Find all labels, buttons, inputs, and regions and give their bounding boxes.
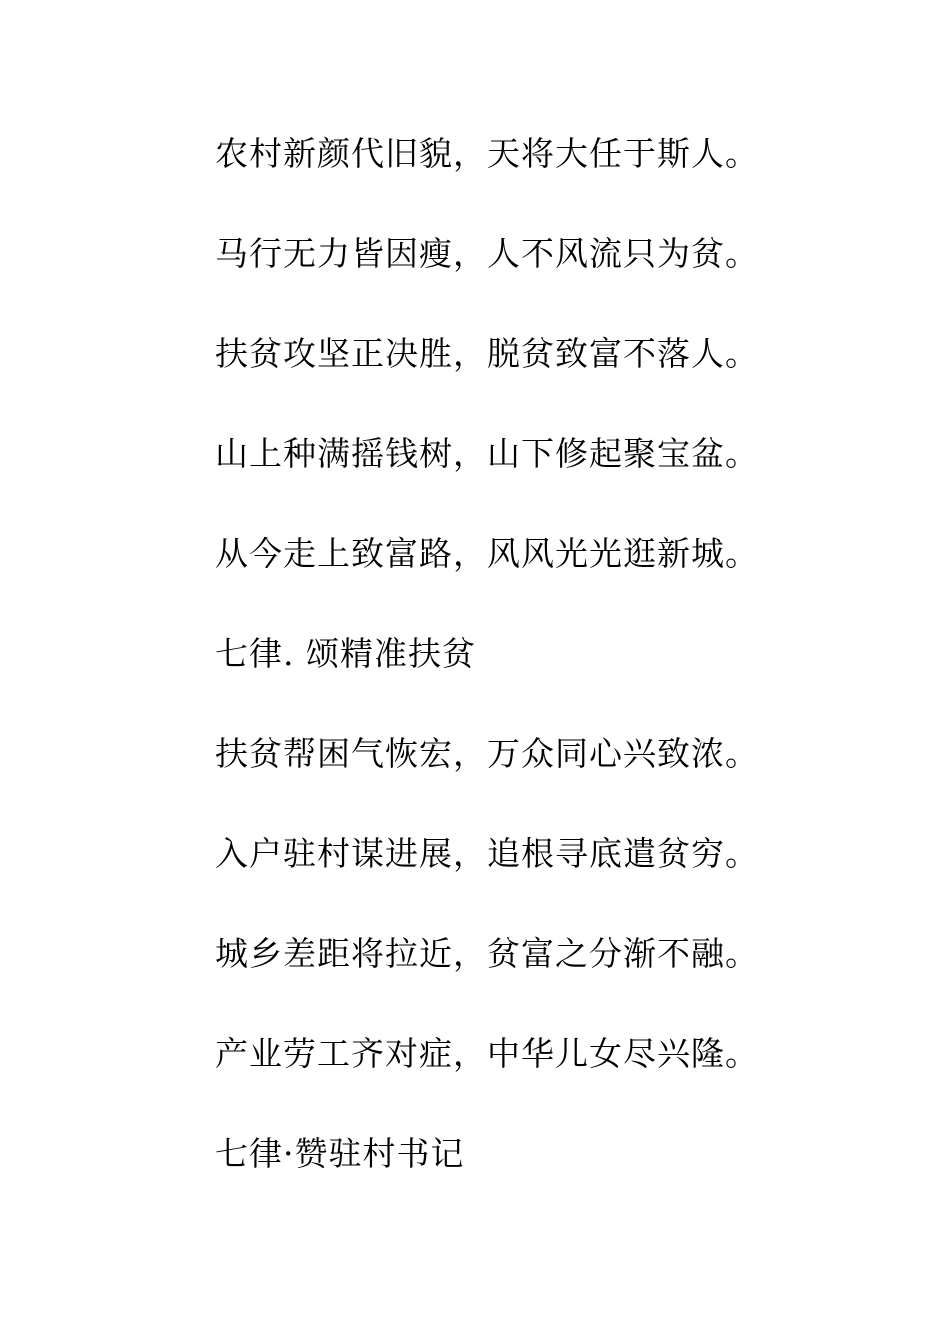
poem-line: 农村新颜代旧貌，天将大任于斯人。	[215, 134, 759, 173]
poem-line: 从今走上致富路，风风光光逛新城。	[215, 534, 759, 573]
poem-line: 山上种满摇钱树，山下修起聚宝盆。	[215, 434, 759, 473]
poem-text	[215, 124, 915, 1224]
poem-line: 扶贫帮困气恢宏，万众同心兴致浓。	[215, 734, 759, 773]
poem-title: 七律·赞驻村书记	[215, 1134, 465, 1173]
poem-line: 产业劳工齐对症，中华儿女尽兴隆。	[215, 1034, 759, 1073]
poem-line: 马行无力皆因瘦，人不风流只为贫。	[215, 234, 759, 273]
poem-line: 扶贫攻坚正决胜，脱贫致富不落人。	[215, 334, 759, 373]
poem-line: 入户驻村谋进展，追根寻底遣贫穷。	[215, 834, 759, 873]
poem-line: 城乡差距将拉近，贫富之分渐不融。	[215, 934, 759, 973]
poem-title: 七律. 颂精准扶贫	[215, 634, 476, 673]
